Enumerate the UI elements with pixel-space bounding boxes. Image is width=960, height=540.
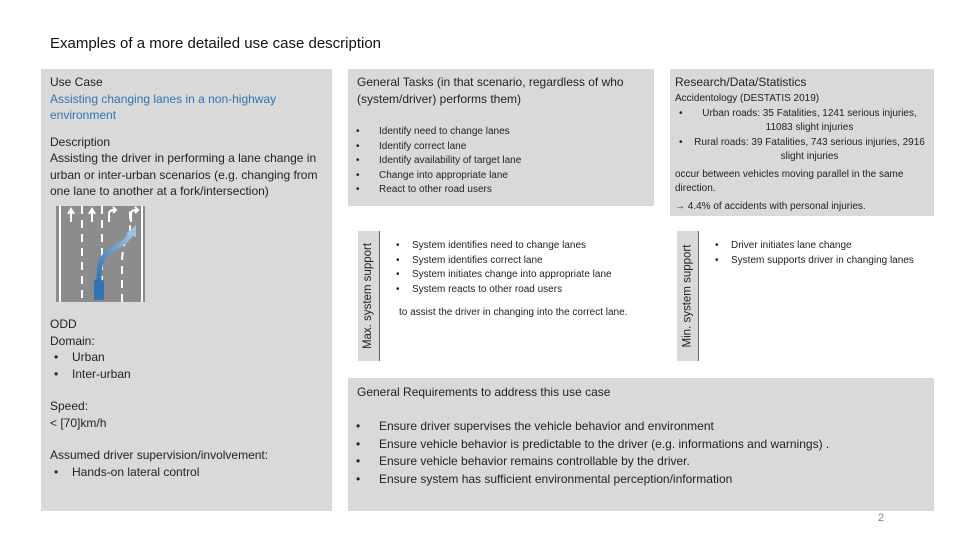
max-support-block <box>392 239 647 321</box>
odd-heading: ODD <box>50 317 77 331</box>
general-tasks-heading: General Tasks (in that scenario, regardless of who (system/driver) performs them) <box>357 75 624 106</box>
page-title: Examples of a more detailed use case description <box>50 35 382 52</box>
list-item: • Rural roads: 39 Fatalities, 743 serious injuries, 2916 slight injuries <box>675 136 930 165</box>
list-item: • Change into appropriate lane <box>352 169 642 184</box>
list-item: • Hands-on lateral control <box>50 464 325 481</box>
max-support-note: to assist the driver in changing into the correct lane. <box>399 307 628 318</box>
list-item: • Identify correct lane <box>352 140 642 155</box>
domain-list <box>50 349 325 382</box>
max-support-label: Max. system support <box>362 242 375 350</box>
min-support-list <box>711 239 926 268</box>
supervision-heading: Assumed driver supervision/involvement: <box>50 448 269 462</box>
requirements-list <box>352 418 927 488</box>
list-item: • Ensure system has sufficient environmental perception/information <box>352 471 927 489</box>
vehicle-icon <box>94 280 104 300</box>
research-source: Accidentology (DESTATIS 2019) <box>675 93 820 104</box>
min-support-block <box>711 239 926 268</box>
research-block <box>675 92 930 214</box>
speed-heading: Speed: <box>50 399 89 413</box>
requirements-heading: General Requirements to address this use case <box>357 385 611 399</box>
use-case-block <box>50 74 325 200</box>
use-case-heading: Use Case <box>50 75 103 89</box>
odd-block <box>50 316 325 480</box>
research-note: occur between vehicles moving parallel in the same direction. <box>675 168 904 194</box>
domain-heading: Domain: <box>50 333 95 348</box>
list-item: • React to other road users <box>352 183 642 198</box>
use-case-name: Assisting changing lanes in a non-highway environment <box>50 91 277 122</box>
min-support-label-box <box>677 231 699 361</box>
arrow-right-icon: → <box>675 200 685 212</box>
list-item: • Urban <box>50 349 325 366</box>
list-item: • System identifies need to change lanes <box>392 239 647 254</box>
list-item: • System reacts to other road users <box>392 283 647 298</box>
list-item: • Driver initiates lane change <box>711 239 926 254</box>
research-conclusion-text: 4.4% of accidents with personal injuries. <box>687 200 866 212</box>
list-item: • Urban roads: 35 Fatalities, 1241 serious injuries, 11083 slight injuries <box>675 107 930 136</box>
page-number: 2 <box>878 512 885 524</box>
list-item: • Inter-urban <box>50 366 325 383</box>
max-support-list <box>392 239 647 297</box>
research-heading: Research/Data/Statistics <box>675 75 807 89</box>
list-item: • System supports driver in changing lanes <box>711 254 926 269</box>
research-list <box>675 107 930 165</box>
max-support-label-box <box>358 231 380 361</box>
list-item: • Ensure vehicle behavior remains controllable by the driver. <box>352 453 927 471</box>
lane-change-illustration <box>56 206 145 302</box>
min-support-label: Min. system support <box>681 244 694 348</box>
list-item: • System initiates change into appropriate lane <box>392 268 647 283</box>
description-heading: Description <box>50 134 111 149</box>
list-item: • Ensure driver supervises the vehicle behavior and environment <box>352 418 927 436</box>
list-item: • Identify need to change lanes <box>352 125 642 140</box>
list-item: • Ensure vehicle behavior is predictable to the driver (e.g. informations and warnings) . <box>352 436 927 454</box>
speed-value: < [70]km/h <box>50 415 107 430</box>
general-tasks-list <box>352 125 642 198</box>
description-text: Assisting the driver in performing a lane change in urban or inter-urban scenarios (e.g. changing from one lane to another at a fork/intersection) <box>50 151 318 198</box>
supervision-list <box>50 464 325 481</box>
list-item: • System identifies correct lane <box>392 254 647 269</box>
list-item: • Identify availability of target lane <box>352 154 642 169</box>
research-conclusion <box>675 200 930 215</box>
